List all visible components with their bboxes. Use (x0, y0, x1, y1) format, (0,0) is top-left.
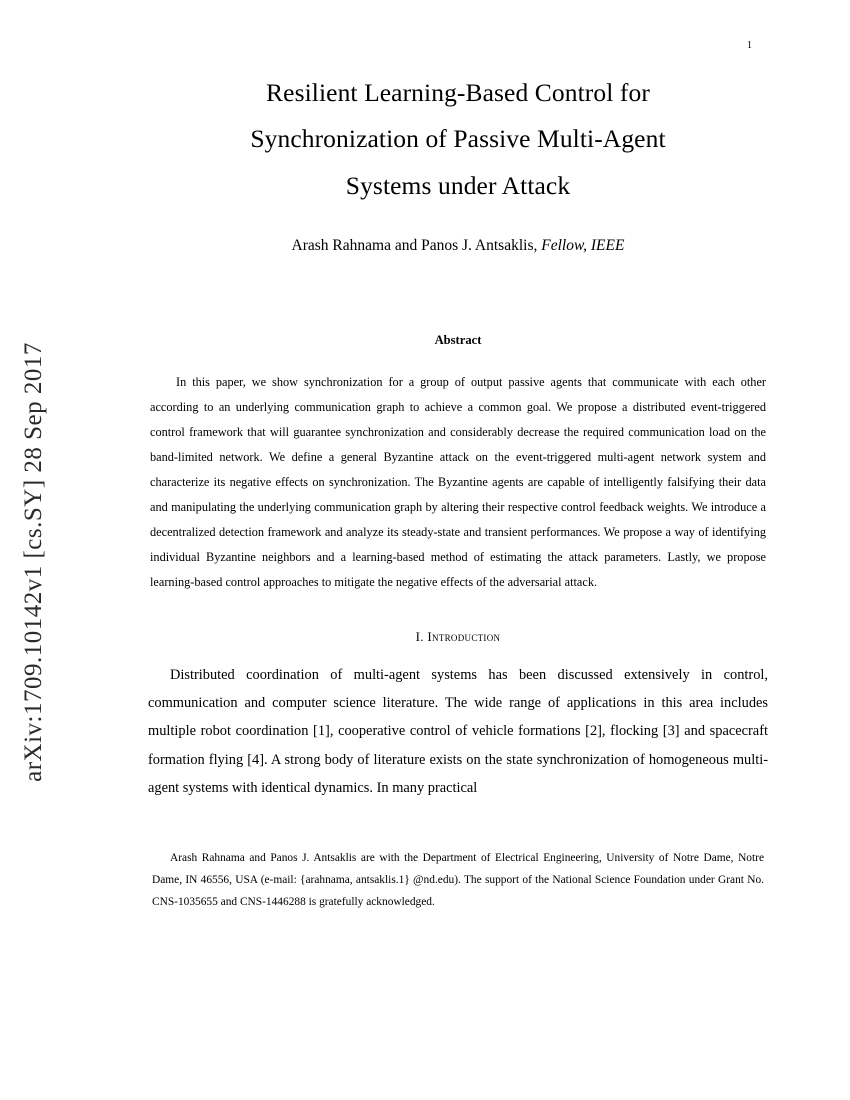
author-names: Arash Rahnama and Panos J. Antsaklis, (291, 237, 542, 255)
introduction-paragraph: Distributed coordination of multi-agent systems has been discussed extensively in control, communication and computer science literature. The wide range of applications in this area includes multiple robot coordination [1], cooperative control of vehicle formations [2], flocking [3] and spacecraft formation flying [4]. A strong body of literature exists on the state synchronization of homogeneous multi-agent systems with identical dynamics. In many practical (148, 666, 768, 796)
title-line-2: Synchronization of Passive Multi-Agent (250, 124, 666, 154)
title-line-3: Systems under Attack (345, 170, 571, 200)
author-list (148, 237, 768, 255)
arxiv-identifier-stamp: arXiv:1709.10142v1 [cs.SY] 28 Sep 2017 (20, 342, 47, 782)
footnote-separator (148, 822, 358, 823)
footnote-affiliation: Arash Rahnama and Panos J. Antsaklis are with the Department of Electrical Engineering, University of Notre Dame, Notre Dame, IN 46556, USA (e-mail: {arahnama, antsaklis.1} @nd.edu). The support of the National Science Foundation under Grant No. CNS-1035655 and CNS-1446288 is gratefully acknowledged. (152, 851, 764, 908)
title-line-1: Resilient Learning-Based Control for (266, 78, 650, 107)
page-number: 1 (747, 40, 752, 51)
abstract-heading: Abstract (434, 333, 482, 348)
section-heading-introduction: I. Introduction (415, 628, 501, 644)
page-title (166, 70, 750, 209)
author-membership: Fellow, IEEE (541, 237, 625, 255)
abstract-text: In this paper, we show synchronization for a group of output passive agents that communicate with each other according to an underlying communication graph to achieve a common goal. We propose a distributed event-triggered control framework that will guarantee synchronization and considerably decrease the required communication load on the band-limited network. We define a general Byzantine attack on the event-triggered multi-agent network system and characterize its negative effects on synchronization. The Byzantine agents are capable of intelligently falsifying their data and manipulating the underlying communication graph by altering their respective control feedback weights. We introduce a decentralized detection framework and analyze its steady-state and transient performances. We propose a way of identifying individual Byzantine neighbors and a learning-based method of estimating the attack parameters. Lastly, we propose learning-based control approaches to mitigate the negative effects of the adversarial attack. (150, 375, 766, 589)
paper-content (148, 70, 768, 913)
